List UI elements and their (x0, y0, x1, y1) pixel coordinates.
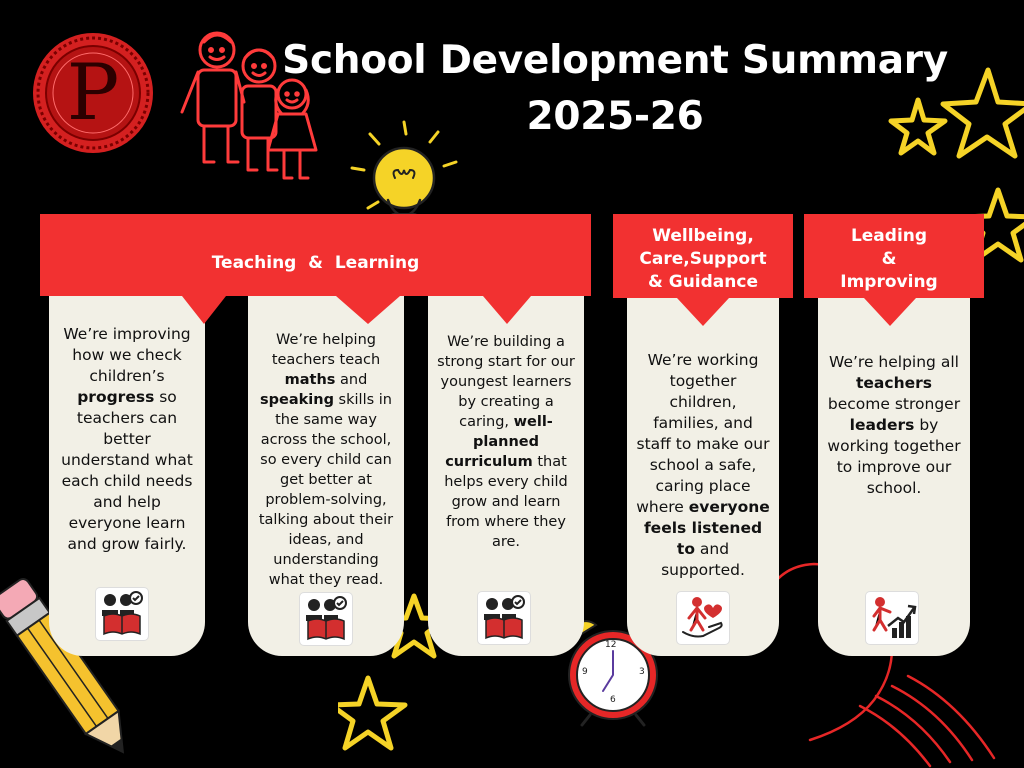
body-text: by working together to improve our school. (827, 416, 961, 497)
body-text: We’re helping teachers teach (271, 332, 381, 368)
card-text (428, 290, 584, 552)
growth-chart-icon (866, 592, 918, 644)
body-text: become stronger (827, 395, 961, 413)
card-early-years (428, 290, 584, 656)
emphasis-text: speaking (260, 392, 334, 408)
card-maths-speaking (248, 290, 404, 656)
clock-number-12: 12 (605, 640, 617, 650)
banner-label: Teaching & Learning (211, 253, 420, 273)
title-line-2: 2025-26 (526, 94, 704, 139)
banner-line: Wellbeing, (652, 226, 754, 246)
logo-letter: P (66, 48, 120, 138)
banner-teaching-learning (40, 214, 591, 324)
title-line-1: School Development Summary (282, 38, 948, 83)
banner-label (613, 225, 793, 294)
banner-line: Leading (850, 226, 928, 246)
teacher-book-icon (300, 593, 352, 645)
body-text: We’re helping all (829, 353, 959, 371)
body-text: and supported. (661, 540, 745, 579)
emphasis-text: leaders (849, 416, 915, 434)
card-text (627, 290, 779, 581)
emphasis-text: well-planned curriculum (445, 414, 553, 470)
card-wellbeing (627, 290, 779, 656)
banner-line: Care,Support (639, 249, 767, 269)
clock-number-9: 9 (582, 667, 588, 677)
banner-line: & Guidance (648, 272, 758, 292)
emphasis-text: maths (284, 372, 336, 388)
body-text: that helps every child grow and learn from where they are. (444, 454, 568, 550)
banner-line: Improving (840, 272, 938, 292)
teacher-book-icon (478, 592, 530, 644)
card-text (248, 290, 404, 590)
banner-wellbeing (613, 214, 793, 326)
banner-line: & (881, 249, 897, 269)
body-text: skills in the same way across the school, so every child can get better at problem-solving, talking about their ideas, and understanding what they read. (258, 392, 394, 588)
banner-label (804, 225, 974, 294)
body-text: We’re building a strong start for our youngest learners by creating a caring, (437, 334, 575, 430)
teacher-book-icon (96, 588, 148, 640)
clock-number-3: 3 (639, 667, 645, 677)
emphasis-text: progress (77, 388, 155, 406)
body-text: We’re working together children, families, and staff to make our school a safe, caring place where (636, 351, 770, 516)
banner-leading-improving (804, 214, 984, 326)
emphasis-text: teachers (856, 374, 932, 392)
clock-number-6: 6 (610, 695, 616, 705)
body-text: and (335, 372, 368, 388)
page-title (230, 38, 1000, 140)
body-text: We’re improving how we check children’s (63, 325, 191, 385)
emphasis-text: everyone feels listened to (643, 498, 770, 558)
caring-hand-heart-icon (677, 592, 729, 644)
card-text (49, 290, 205, 555)
school-logo (30, 30, 156, 156)
card-leading (818, 290, 970, 656)
card-progress (49, 290, 205, 656)
body-text: so teachers can better understand what each child needs and help everyone learn and grow fairly. (61, 388, 193, 553)
